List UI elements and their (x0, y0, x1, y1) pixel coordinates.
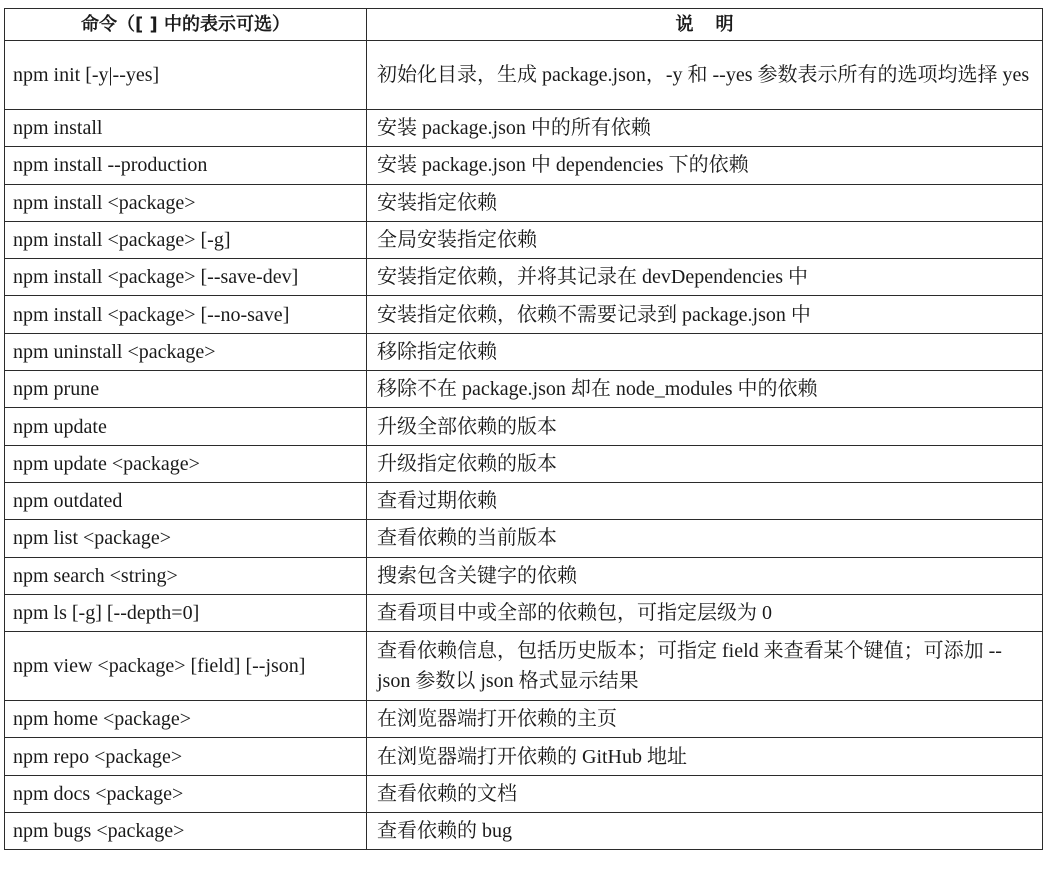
command-cell: npm init [-y|--yes] (5, 41, 367, 110)
description-cell: 查看过期依赖 (367, 482, 1043, 519)
command-cell: npm install <package> [--no-save] (5, 296, 367, 333)
command-cell: npm docs <package> (5, 775, 367, 812)
description-cell: 升级全部依赖的版本 (367, 408, 1043, 445)
command-cell: npm update (5, 408, 367, 445)
description-cell: 查看依赖的当前版本 (367, 520, 1043, 557)
npm-commands-table (4, 8, 1043, 850)
command-cell: npm home <package> (5, 701, 367, 738)
description-cell: 安装指定依赖 (367, 184, 1043, 221)
table-row (5, 41, 1043, 110)
description-cell: 查看依赖信息，包括历史版本；可指定 field 来查看某个键值；可添加 --json 参数以 json 格式显示结果 (367, 632, 1043, 701)
description-cell: 查看依赖的文档 (367, 775, 1043, 812)
table-row (5, 333, 1043, 370)
description-cell: 升级指定依赖的版本 (367, 445, 1043, 482)
table-row (5, 221, 1043, 258)
command-cell: npm bugs <package> (5, 813, 367, 850)
command-cell: npm view <package> [field] [--json] (5, 632, 367, 701)
table-row (5, 147, 1043, 184)
table-row (5, 594, 1043, 631)
table-row (5, 520, 1043, 557)
command-cell: npm uninstall <package> (5, 333, 367, 370)
command-cell: npm repo <package> (5, 738, 367, 775)
description-cell: 在浏览器端打开依赖的主页 (367, 701, 1043, 738)
description-cell: 在浏览器端打开依赖的 GitHub 地址 (367, 738, 1043, 775)
table-row (5, 775, 1043, 812)
description-cell: 全局安装指定依赖 (367, 221, 1043, 258)
description-cell: 安装 package.json 中 dependencies 下的依赖 (367, 147, 1043, 184)
description-cell: 安装 package.json 中的所有依赖 (367, 110, 1043, 147)
table-row (5, 701, 1043, 738)
table-row (5, 482, 1043, 519)
description-cell: 查看依赖的 bug (367, 813, 1043, 850)
description-cell: 安装指定依赖，依赖不需要记录到 package.json 中 (367, 296, 1043, 333)
table-row (5, 184, 1043, 221)
header-description: 说明 (367, 9, 1043, 41)
command-cell: npm install <package> (5, 184, 367, 221)
table-header-row (5, 9, 1043, 41)
table-row (5, 110, 1043, 147)
command-cell: npm update <package> (5, 445, 367, 482)
command-cell: npm install (5, 110, 367, 147)
description-cell: 搜索包含关键字的依赖 (367, 557, 1043, 594)
command-cell: npm install --production (5, 147, 367, 184)
table-row (5, 259, 1043, 296)
description-cell: 初始化目录，生成 package.json，-y 和 --yes 参数表示所有的选项均选择 yes (367, 41, 1043, 110)
command-cell: npm list <package> (5, 520, 367, 557)
table-row (5, 296, 1043, 333)
description-cell: 移除不在 package.json 却在 node_modules 中的依赖 (367, 371, 1043, 408)
command-cell: npm outdated (5, 482, 367, 519)
table-row (5, 371, 1043, 408)
description-cell: 移除指定依赖 (367, 333, 1043, 370)
table-row (5, 557, 1043, 594)
command-cell: npm install <package> [--save-dev] (5, 259, 367, 296)
description-cell: 查看项目中或全部的依赖包，可指定层级为 0 (367, 594, 1043, 631)
npm-commands-table-wrapper (4, 8, 1042, 850)
command-cell: npm ls [-g] [--depth=0] (5, 594, 367, 631)
table-row (5, 408, 1043, 445)
command-cell: npm search <string> (5, 557, 367, 594)
table-row (5, 813, 1043, 850)
header-command: 命令（[ ] 中的表示可选） (5, 9, 367, 41)
table-row (5, 445, 1043, 482)
description-cell: 安装指定依赖，并将其记录在 devDependencies 中 (367, 259, 1043, 296)
command-cell: npm install <package> [-g] (5, 221, 367, 258)
command-cell: npm prune (5, 371, 367, 408)
table-row (5, 632, 1043, 701)
table-row (5, 738, 1043, 775)
